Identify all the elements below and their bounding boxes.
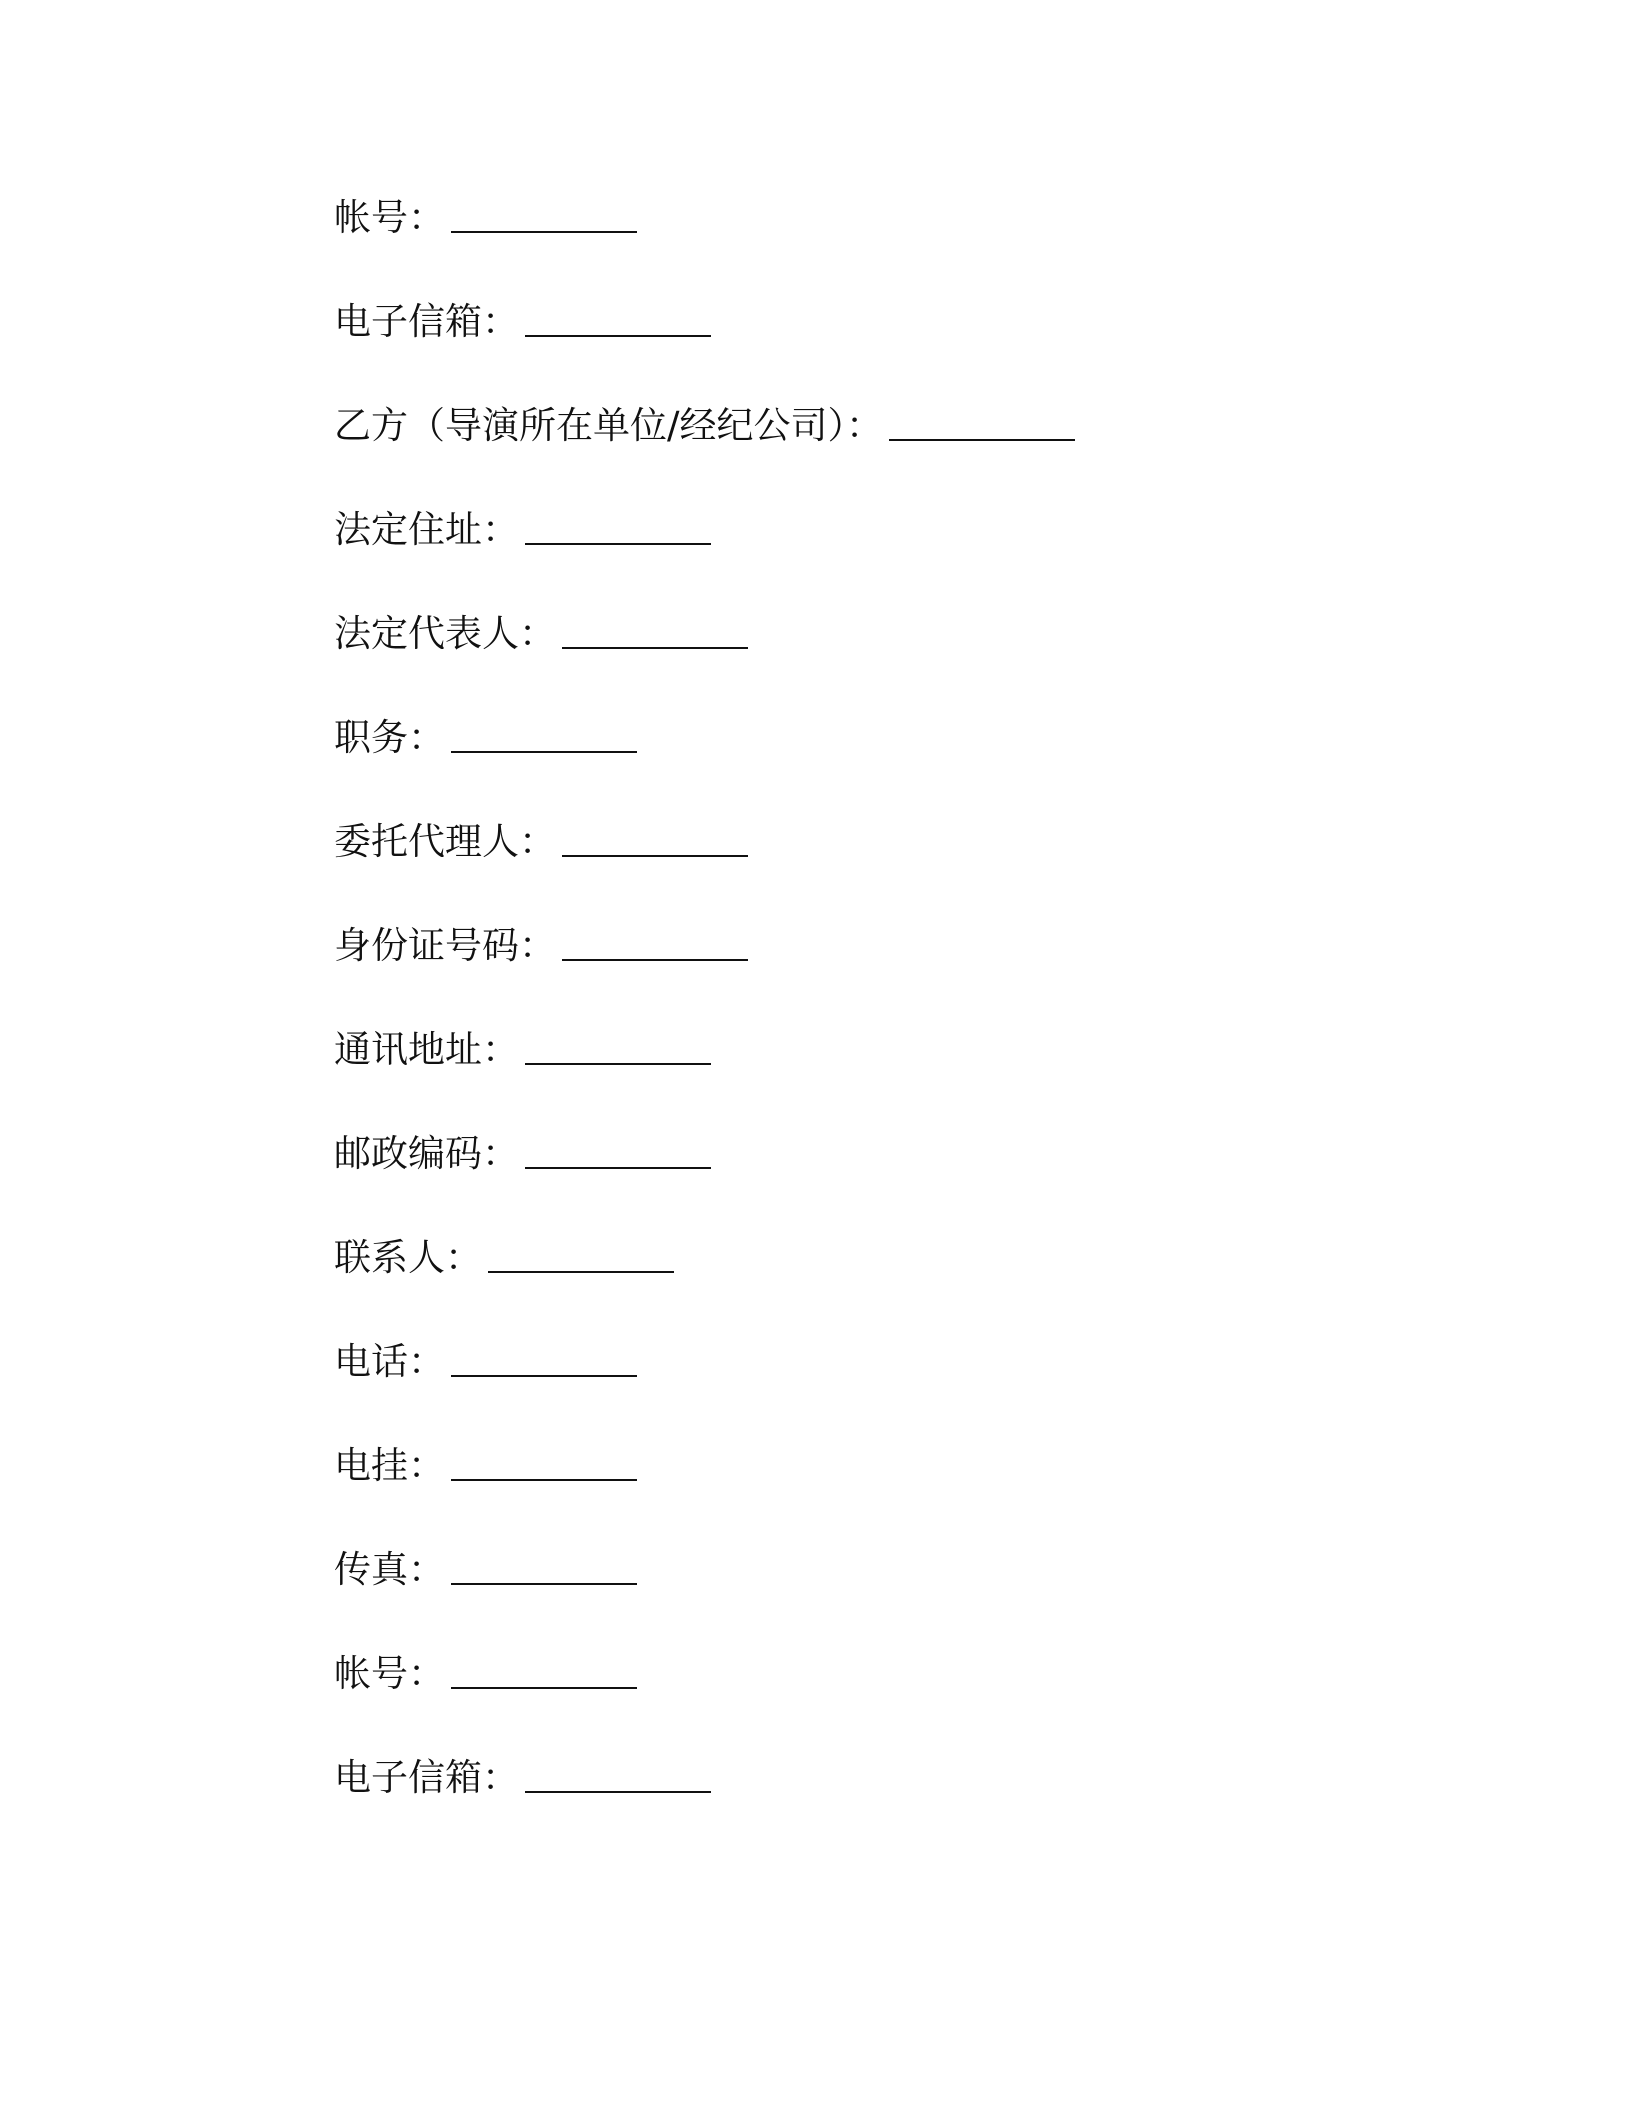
field-label: 电挂： xyxy=(334,1443,445,1487)
field-label: 帐号： xyxy=(334,195,445,239)
field-label: 电话： xyxy=(334,1339,445,1383)
field-label: 法定住址： xyxy=(334,507,519,551)
field-postal-code xyxy=(334,1122,1434,1226)
field-email xyxy=(334,1746,1434,1850)
fill-in-blank xyxy=(525,503,711,545)
fill-in-blank xyxy=(451,711,637,753)
field-label: 电子信箱： xyxy=(334,1755,519,1799)
fill-in-blank xyxy=(451,1543,637,1585)
field-label: 委托代理人： xyxy=(334,819,556,863)
field-contact-person xyxy=(334,1226,1434,1330)
field-label: 职务： xyxy=(334,715,445,759)
field-label: 通讯地址： xyxy=(334,1027,519,1071)
field-label: 身份证号码： xyxy=(334,923,556,967)
field-label: 联系人： xyxy=(334,1235,482,1279)
fill-in-blank xyxy=(488,1231,674,1273)
field-email xyxy=(334,290,1434,394)
field-legal-address xyxy=(334,498,1434,602)
field-account xyxy=(334,186,1434,290)
field-fax xyxy=(334,1538,1434,1642)
fill-in-blank xyxy=(451,191,637,233)
fill-in-blank xyxy=(562,815,748,857)
field-label: 邮政编码： xyxy=(334,1131,519,1175)
field-label: 法定代表人： xyxy=(334,611,556,655)
field-label: 帐号： xyxy=(334,1651,445,1695)
field-legal-representative xyxy=(334,602,1434,706)
field-label: 电子信箱： xyxy=(334,299,519,343)
field-mailing-address xyxy=(334,1018,1434,1122)
field-phone xyxy=(334,1330,1434,1434)
field-label: 乙方（导演所在单位/经纪公司）： xyxy=(334,403,883,447)
field-label: 传真： xyxy=(334,1547,445,1591)
fill-in-blank xyxy=(525,1751,711,1793)
fill-in-blank xyxy=(451,1647,637,1689)
field-telegraph xyxy=(334,1434,1434,1538)
field-id-number xyxy=(334,914,1434,1018)
field-account xyxy=(334,1642,1434,1746)
fill-in-blank xyxy=(562,607,748,649)
contract-party-fields xyxy=(334,186,1434,1850)
fill-in-blank xyxy=(525,1023,711,1065)
fill-in-blank xyxy=(451,1335,637,1377)
fill-in-blank xyxy=(525,1127,711,1169)
field-authorized-agent xyxy=(334,810,1434,914)
fill-in-blank xyxy=(525,295,711,337)
fill-in-blank xyxy=(451,1439,637,1481)
fill-in-blank xyxy=(889,399,1075,441)
fill-in-blank xyxy=(562,919,748,961)
field-party-b xyxy=(334,394,1434,498)
field-position xyxy=(334,706,1434,810)
